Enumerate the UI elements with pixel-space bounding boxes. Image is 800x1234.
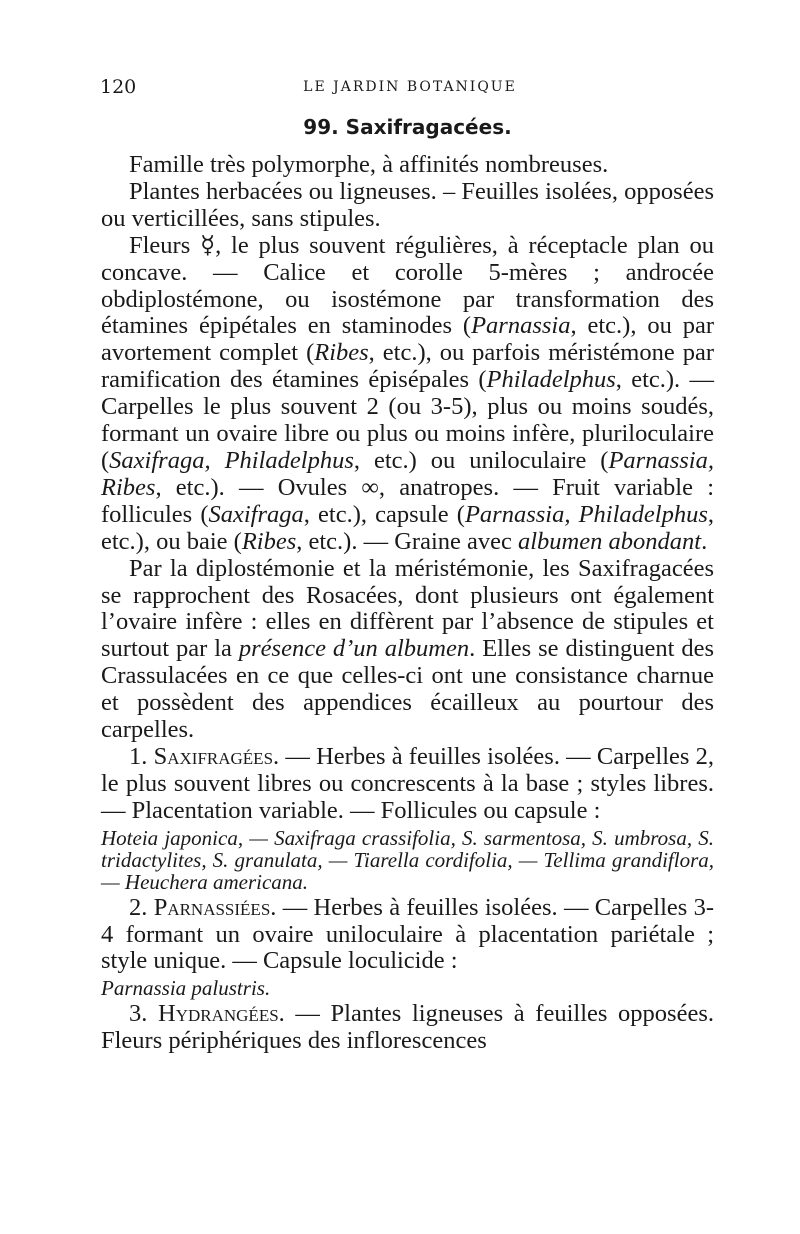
examples-parnassiees: Parnassia palustris.: [101, 976, 271, 1001]
paragraph-plants: Plantes herbacées ou ligneuses. – Feuilles isolées, opposées ou verticillées, sans stipules.: [101, 177, 714, 232]
paragraph-family: Famille très polymorphe, à affinités nombreuses.: [129, 151, 609, 178]
examples-saxifragees: Hoteia japonica, — Saxifraga crassifolia, S. sarmentosa, S. umbrosa, S. tridactylites, S. granulata, — Tiarella cordifolia, — Tellima grandiflora, — Heuchera americana.: [101, 825, 714, 894]
tribe-saxifragees: 1. Saxifragées. — Herbes à feuilles isolées. — Carpelles 2, le plus souvent libres ou concrescents à la base ; styles libres. — Placentation variable. — Follicules ou capsule :: [101, 742, 715, 824]
running-title: LE JARDIN BOTANIQUE: [303, 79, 517, 95]
page-body: [101, 112, 714, 1055]
tribe-hydrangees: 3. Hydrangées. — Plantes ligneuses à feuilles opposées. Fleurs périphériques des inflorescences: [101, 1000, 714, 1055]
paragraph-flowers: Fleurs ☿, le plus souvent régulières, à réceptacle plan ou concave. — Calice et corolle 5-mères ; androcée obdiplostémone, ou isostémone par transformation des étamines épipétales en staminodes (Parnassia, etc.), ou par avortement complet (Ribes, etc.), ou parfois méristémone par ramification des étamines épisépales (Philadelphus, etc.). — Carpelles le plus souvent 2 (ou 3-5), plus ou moins soudés, formant un ovaire libre ou plus ou moins infère, pluriloculaire (Saxifraga, Philadelphus, etc.) ou uniloculaire (Parnassia, Ribes, etc.). — Ovules ∞, anatropes. — Fruit variable : follicules (Saxifraga, etc.), capsule (Parnassia, Philadelphus, etc.), ou baie (Ribes, etc.). — Graine avec albumen abondant.: [101, 231, 715, 555]
section-title: 99. Saxifragacées.: [303, 115, 512, 139]
paragraph-affinities: Par la diplostémonie et la méristémonie, les Saxifragacées se rapprochent des Rosacées, dont plusieurs ont également l’ovaire infère : elles en diffèrent par l’absence de stipules et surtout par la présence d’un albumen. Elles se distinguent des Crassulacées en ce que celles-ci ont une consistance charnue et possèdent des appendices écailleux au pourtour des carpelles.: [101, 554, 714, 744]
page-header: [100, 76, 720, 102]
page-number: 120: [100, 76, 137, 98]
tribe-parnassiees: 2. Parnassiées. — Herbes à feuilles isolées. — Carpelles 3-4 formant un ovaire uniloculaire à placentation pariétale ; style unique. — Capsule loculicide :: [101, 893, 714, 975]
